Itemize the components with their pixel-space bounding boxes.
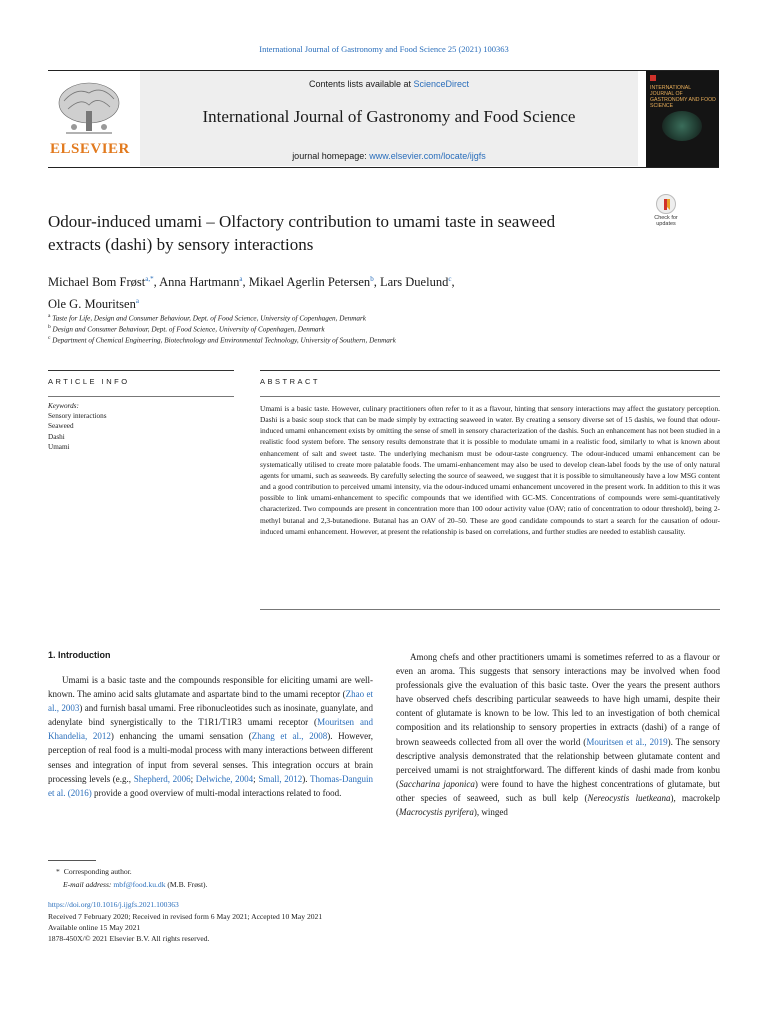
author-name[interactable]: Michael Bom Frøst: [48, 275, 146, 290]
footnote-divider: [48, 860, 96, 861]
check-updates-label: Check for updates: [654, 215, 678, 227]
divider: [260, 370, 720, 371]
affiliation-sup: c: [48, 335, 51, 341]
homepage-line: [140, 151, 638, 161]
citation-link[interactable]: Thomas-Danguin et al. (2016): [48, 773, 373, 798]
author-separator: ,: [451, 275, 455, 290]
elsevier-tree-icon: [56, 81, 122, 137]
email-name: (M.B. Frøst).: [167, 880, 208, 889]
body-text: ) and furnish basal umami. Free ribonucleotides such as inosinate, guanylate, and adenylate bind synergistically to the T1R1/T1R3 umami receptor (: [48, 703, 373, 728]
cover-title: INTERNATIONAL JOURNAL OF GASTRONOMY AND FOOD SCIENCE: [650, 85, 716, 109]
keyword: Dashi: [48, 432, 65, 441]
body-text: ) enhancing the umami sensation (: [110, 731, 252, 742]
author-affiliation-sup[interactable]: b: [370, 275, 374, 283]
journal-info-box: [140, 71, 638, 166]
affiliation-sup: a: [48, 313, 51, 319]
body-text: Among chefs and other practitioners umami is sometimes referred to as a flavour or even an aroma. This suggests that sensory interactions may be involved when food professionals give the evaluation of this basic taste. Over the years the present authors have observed chefs describing particular seaweeds to have high umami, despite their content of glutamate is known to be low. This led to an investigation of both chemical composition and its relationship to sensory properties in extracts (dashi) of a range of brown seaweeds collected from all over the world (: [396, 652, 720, 747]
doi-link[interactable]: https://doi.org/10.1016/j.ijgfs.2021.100363: [48, 900, 179, 909]
author-affiliation-sup[interactable]: c: [448, 275, 452, 283]
online-date: Available online 15 May 2021: [48, 923, 141, 932]
body-text: ).: [302, 773, 310, 784]
abstract-box: [260, 396, 720, 610]
section-heading: 1. Introduction: [48, 650, 111, 660]
abstract-text: Umami is a basic taste. However, culinary practitioners often refer to it as a flavour, hinting that sensory interactions may affect the gustatory perception. Dashi is a basic soup stock that can be made simply by extracting seaweed in water. By creating a sensory diverse set of 15 dashis, we found that odour-induced umami enhancement exists by omitting the sense of smell in sensory characterization of the dashis. Such an enhancement has not been studied in a realistic food system before. The sensory results demonstrate that it is possible to modulate umami in a realistic food, similarly to what is known about enhancement of salt and sweet taste. The underlying mechanism must be odour-taste congruency. The odour-induced umami enhancement can be systematically utilised to create more palatable foods. The umami-enhancement may also be used to develop clean-label foods by the use of only natural agents for umami, such as seaweeds. By carefully selecting the source of seaweed, we suggest that it is possible to simultaneously have a low MSG content and a good contribution to perceived umami intensity, via the odour-induced umami enhancement uncovered in the present work. In addition to this it was possible to link umami-enhancement to specific compounds that we identified with GC-MS. Concentrations of compounds were semi-quantitatively characterized. Two compounds are present in concentration more than 100 odour activity value (OAV; ratio of concentration to odour threshold), being 2-methyl butanal and 2,3-butanedione. Butanal has an OAV of 20–50. These are good candidate compounds to start a search for the causation of odour-induced umami enhancement. However, at present the relationship is based on correlations, and further studies are needed to establish causality.: [260, 404, 720, 536]
corresponding-note: [56, 866, 132, 877]
citation-link[interactable]: Mouritsen and Khandelia, 2012: [48, 717, 373, 742]
intro-paragraph: [48, 673, 373, 800]
author-separator: ,: [153, 275, 160, 290]
running-head[interactable]: International Journal of Gastronomy and Food Science 25 (2021) 100363: [259, 44, 509, 54]
intro-paragraph: [396, 650, 720, 819]
keyword: Umami: [48, 442, 70, 451]
journal-masthead: [48, 70, 719, 168]
author-name[interactable]: Mikael Agerlin Petersen: [248, 275, 371, 290]
email-link[interactable]: mbf@food.ku.dk: [113, 880, 166, 889]
author-name[interactable]: Anna Hartmann: [159, 275, 240, 290]
body-text: ). However, perception of real food is a multi-modal process with many interactions between different senses and integration of input from several senses. This integration occurs at brain processing levels (e.g.,: [48, 731, 374, 784]
affiliation: [48, 324, 648, 333]
author-separator: ,: [373, 275, 380, 290]
body-text: ;: [253, 773, 259, 784]
received-dates: Received 7 February 2020; Received in revised form 6 May 2021; Accepted 10 May 2021: [48, 912, 323, 921]
species-name: Macrocystis pyrifera: [399, 807, 474, 818]
citation-link[interactable]: Mouritsen et al., 2019: [586, 736, 668, 747]
publisher-name: ELSEVIER: [50, 141, 130, 157]
copyright: 1878-450X/© 2021 Elsevier B.V. All rights reserved.: [48, 934, 210, 943]
cover-accent: [650, 75, 656, 81]
check-updates-icon: [656, 194, 676, 214]
article-info-label: ARTICLE INFO: [48, 377, 130, 386]
divider: [48, 370, 234, 371]
journal-cover-image[interactable]: [646, 71, 719, 167]
citation-link[interactable]: Zhang et al., 2008: [251, 731, 328, 742]
body-text: Umami is a basic taste and the compounds responsible for eliciting umami are well-known. The amino acid salts glutamate and aspartate bind to the umami receptor (: [48, 675, 373, 700]
title-line-1: Odour-induced umami – Olfactory contribution to umami taste in seaweed: [48, 212, 556, 231]
author-affiliation-sup[interactable]: a: [239, 275, 243, 283]
homepage-link[interactable]: www.elsevier.com/locate/ijgfs: [369, 151, 486, 161]
cover-dish-image: [662, 111, 702, 141]
keywords-label: Keywords:: [48, 402, 79, 410]
sciencedirect-link[interactable]: ScienceDirect: [413, 79, 470, 89]
keyword: Sensory interactions: [48, 412, 107, 421]
citation-link[interactable]: Small, 2012: [258, 773, 303, 784]
keywords-box: [48, 396, 234, 452]
affiliation-text: Taste for Life, Design and Consumer Behaviour, Dept. of Food Science, University of Copenhagen, Denmark: [52, 314, 366, 323]
citation-link[interactable]: Shepherd, 2006: [133, 773, 191, 784]
author-list: [48, 270, 648, 314]
author-affiliation-sup[interactable]: a,*: [145, 275, 154, 283]
contents-prefix: Contents lists available at: [308, 79, 414, 89]
citation-link[interactable]: Zhao et al., 2003: [48, 689, 373, 714]
body-text: ), macrokelp (: [396, 792, 721, 818]
body-text: ) were found to have the highest concentrations of glutamate, but other species of seaweed, such as bull kelp (: [396, 778, 720, 803]
author-name[interactable]: Ole G. Mouritsen: [48, 297, 136, 312]
contents-line: [140, 79, 638, 89]
intro-column-left: [48, 673, 373, 800]
bookmark-icon: [657, 195, 677, 215]
title-line-2: extracts (dashi) by sensory interactions: [48, 235, 314, 254]
body-text: ;: [190, 773, 196, 784]
body-text: provide a good overview of multi-modal interactions related to food.: [91, 787, 342, 798]
check-for-updates-button[interactable]: [646, 194, 686, 234]
author-affiliation-sup[interactable]: a: [135, 297, 139, 306]
email-note: [63, 879, 208, 890]
abstract-label: ABSTRACT: [260, 377, 321, 386]
affiliation-text: Design and Consumer Behaviour, Dept. of Food Science, University of Copenhagen, Denmark: [52, 325, 325, 334]
keyword: Seaweed: [48, 422, 74, 431]
species-name: Saccharina japonica: [399, 778, 475, 789]
elsevier-logo[interactable]: [48, 77, 130, 163]
citation-link[interactable]: Delwiche, 2004: [195, 773, 254, 784]
homepage-prefix: journal homepage:: [292, 151, 370, 161]
affiliation-sup: b: [48, 324, 51, 330]
affiliation: [48, 313, 648, 322]
body-text: ). The sensory descriptive analysis demonstrated that the relationship between glutamate content and perceived umami is not straightforward. The different kinds of dashi made from konbu (: [396, 736, 720, 789]
species-name: Nereocystis luetkeana: [587, 792, 671, 803]
asterisk-icon: *: [56, 867, 60, 876]
body-text: ), winged: [473, 807, 508, 818]
email-label: E-mail address:: [63, 880, 112, 889]
article-title: [48, 210, 638, 256]
corresponding-text: Corresponding author.: [63, 867, 132, 876]
author-separator: ,: [242, 275, 249, 290]
intro-column-right: [396, 650, 720, 819]
affiliation: [48, 335, 648, 344]
author-name[interactable]: Lars Duelund: [379, 275, 449, 290]
affiliation-text: Department of Chemical Engineering, Biotechnology and Environmental Technology, University of Southern, Denmark: [52, 336, 396, 345]
journal-title: International Journal of Gastronomy and Food Science: [202, 107, 576, 126]
